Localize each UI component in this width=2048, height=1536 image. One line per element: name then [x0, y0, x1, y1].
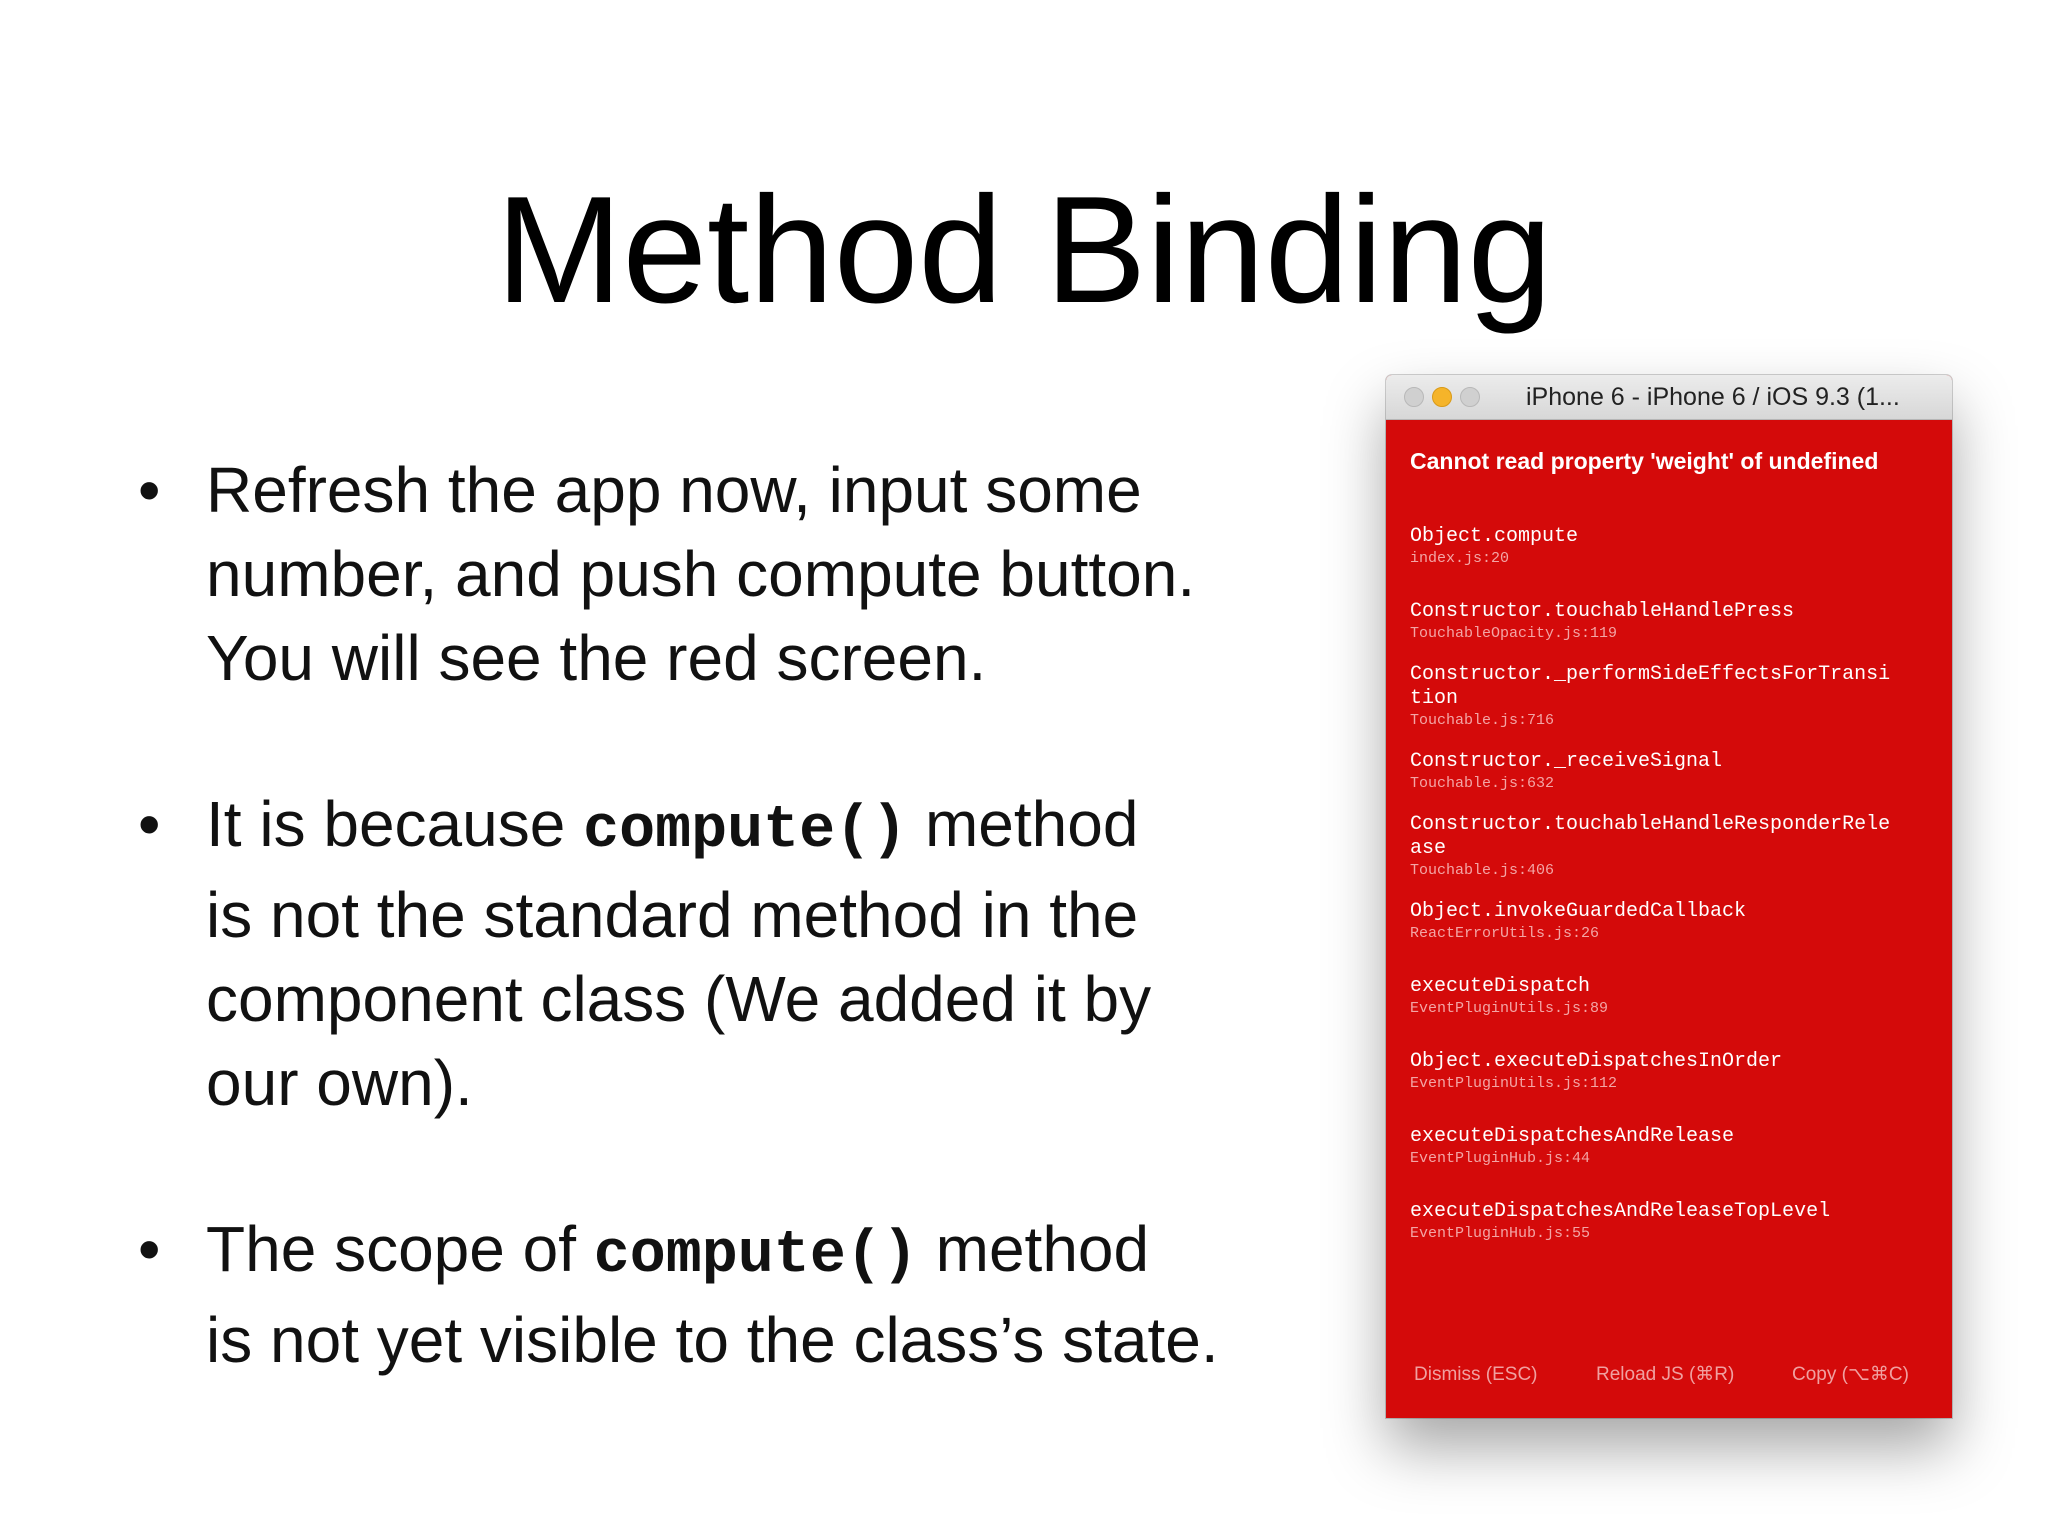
window-minimize-icon[interactable] [1432, 387, 1452, 407]
redbox-footer [1386, 1360, 1952, 1390]
bullet-item-reason [138, 782, 1338, 1125]
bullet-list [138, 448, 1338, 1464]
stack-frame[interactable] [1410, 750, 1940, 793]
bullet-line: is not the standard method in the [206, 879, 1139, 951]
inline-code: compute() [583, 797, 908, 865]
bullet-text: The scope of [206, 1213, 594, 1285]
stack-frame[interactable] [1410, 1125, 1940, 1168]
bullet-dot-icon: • [138, 454, 161, 526]
stack-frame-location: Touchable.js:632 [1410, 775, 1555, 792]
stack-frame[interactable] [1410, 663, 1940, 730]
stack-frame-location: EventPluginHub.js:55 [1410, 1225, 1591, 1242]
stack-frame[interactable] [1410, 600, 1940, 643]
stack-frame-location: EventPluginUtils.js:112 [1410, 1075, 1618, 1092]
stack-frame[interactable] [1410, 525, 1940, 568]
stack-frame-location: EventPluginUtils.js:89 [1410, 1000, 1609, 1017]
bullet-dot-icon: • [138, 788, 161, 860]
copy-button[interactable]: Copy (⌥⌘C) [1792, 1364, 1909, 1385]
stack-frame-method: Constructor._receiveSignal [1410, 750, 1723, 773]
stack-frame-method: Object.invokeGuardedCallback [1410, 900, 1747, 923]
bullet-line: number, and push compute button. [206, 538, 1196, 610]
stack-frame[interactable] [1410, 975, 1940, 1018]
bullet-dot-icon: • [138, 1213, 161, 1285]
bullet-line: Refresh the app now, input some [206, 454, 1142, 526]
bullet-item-refresh [138, 448, 1338, 700]
stack-frame[interactable] [1410, 900, 1940, 943]
stack-frame-method: Object.compute [1410, 525, 1579, 548]
reload-js-button[interactable]: Reload JS (⌘R) [1596, 1364, 1735, 1385]
redbox-error-message: Cannot read property 'weight' of undefined [1410, 448, 1879, 474]
bullet-item-scope [138, 1207, 1338, 1382]
bullet-line: component class (We added it by [206, 963, 1152, 1035]
stack-frame-method: executeDispatchesAndReleaseTopLevel [1410, 1200, 1831, 1223]
stack-frame[interactable] [1410, 1050, 1940, 1093]
stack-frame-method: Constructor.touchableHandleResponderRele ase [1410, 813, 1891, 860]
stack-frame[interactable] [1410, 813, 1940, 880]
window-close-icon[interactable] [1404, 387, 1424, 407]
simulator-window [1386, 375, 1952, 1418]
simulator-titlebar[interactable] [1386, 375, 1952, 420]
stack-frame-method: Constructor._performSideEffectsForTransi tion [1410, 663, 1891, 710]
inline-code: compute() [593, 1222, 918, 1290]
stack-frame-method: Object.executeDispatchesInOrder [1410, 1050, 1783, 1073]
stack-frame-location: EventPluginHub.js:44 [1410, 1150, 1591, 1167]
stack-frame-method: Constructor.touchableHandlePress [1410, 600, 1795, 623]
bullet-text: method [917, 1213, 1150, 1285]
bullet-text: method [907, 788, 1139, 860]
bullet-line [206, 782, 1338, 873]
bullet-line: our own). [206, 1047, 473, 1119]
bullet-line [206, 1207, 1338, 1298]
simulator-window-title: iPhone 6 - iPhone 6 / iOS 9.3 (1... [1526, 383, 1900, 411]
slide-title: Method Binding [495, 165, 1553, 335]
stack-frame[interactable] [1410, 1200, 1940, 1243]
stack-frame-method: executeDispatchesAndRelease [1410, 1125, 1735, 1148]
bullet-text: It is because [206, 788, 584, 860]
bullet-line: You will see the red screen. [206, 622, 987, 694]
stack-frame-location: Touchable.js:406 [1410, 862, 1555, 879]
window-zoom-icon[interactable] [1460, 387, 1480, 407]
stack-frame-location: index.js:20 [1410, 550, 1510, 567]
stack-frame-location: Touchable.js:716 [1410, 712, 1555, 729]
stack-frame-method: executeDispatch [1410, 975, 1591, 998]
stack-frame-location: ReactErrorUtils.js:26 [1410, 925, 1600, 942]
dismiss-button[interactable]: Dismiss (ESC) [1414, 1364, 1538, 1385]
bullet-line: is not yet visible to the class’s state. [206, 1304, 1219, 1376]
stack-frame-location: TouchableOpacity.js:119 [1410, 625, 1618, 642]
